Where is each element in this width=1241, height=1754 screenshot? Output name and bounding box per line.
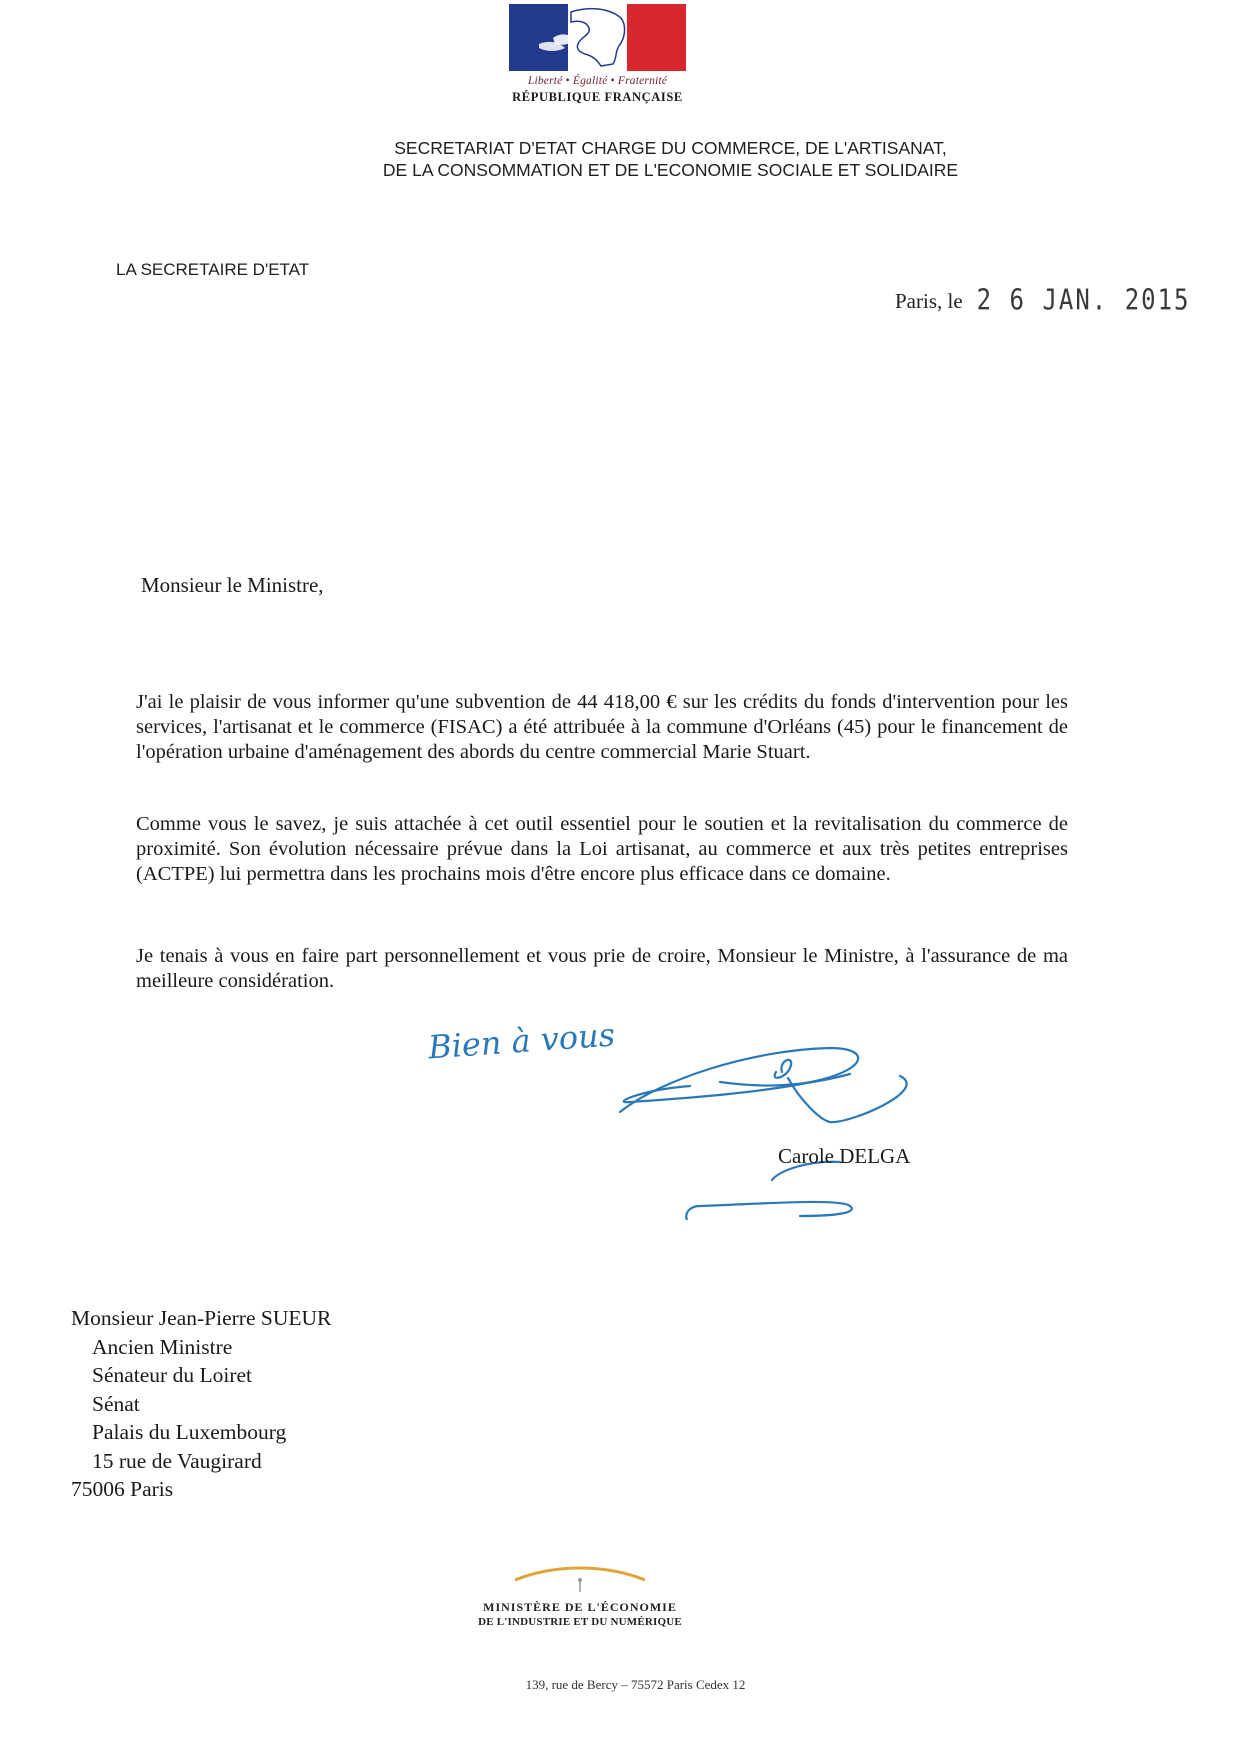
secretariat-line-2: DE LA CONSOMMATION ET DE L'ECONOMIE SOCIALE ET SOLIDAIRE	[382, 160, 959, 180]
body-paragraph-1: J'ai le plaisir de vous informer qu'une subvention de 44 418,00 € sur les crédits du fonds d'intervention pour les services, l'artisanat et le commerce (FISAC) a été attribuée à la commune d'Orléans (45) pour le financement de l'opération urbaine d'aménagement des abords du centre commercial Marie Stuart.	[136, 691, 1068, 763]
ministry-logo	[440, 1560, 720, 1628]
republic-motto: Liberté • Égalité • Fraternité	[527, 75, 668, 87]
footer-address	[0, 1677, 1241, 1693]
marianne-logo	[509, 4, 686, 105]
signatory-title: LA SECRETAIRE D'ETAT	[116, 260, 310, 279]
body-paragraph-2: Comme vous le savez, je suis attachée à cet outil essentiel pour le soutien et la revitalisation du commerce de proximité. Son évolution nécessaire prévue dans la Loi artisanat, au commerce et aux très petites entreprises (ACTPE) lui permettra dans les prochains mois d'être encore plus efficace dans ce domaine.	[136, 813, 1068, 885]
secretariat-line-1: SECRETARIAT D'ETAT CHARGE DU COMMERCE, DE L'ARTISANAT,	[394, 138, 947, 158]
dateline	[895, 283, 1191, 317]
salutation: Monsieur le Ministre,	[141, 573, 324, 597]
recipient-line: Monsieur Jean-Pierre SUEUR	[71, 1306, 332, 1330]
signer-name: Carole DELGA	[778, 1144, 911, 1168]
recipient-line: 15 rue de Vaugirard	[92, 1448, 262, 1473]
handwritten-note: Bien à vous	[426, 1015, 617, 1067]
ministry-arc-icon	[505, 1560, 655, 1596]
body-paragraph-3: Je tenais à vous en faire part personnellement et vous prie de croire, Monsieur le Ministre, à l'assurance de ma meilleure considération.	[136, 945, 1068, 992]
recipient-line: 75006 Paris	[71, 1477, 174, 1501]
republic-name: RÉPUBLIQUE FRANÇAISE	[512, 90, 683, 104]
recipient-line: Palais du Luxembourg	[92, 1420, 287, 1444]
dateline-place: Paris, le	[895, 289, 963, 313]
recipient-line: Ancien Ministre	[92, 1334, 233, 1359]
secretariat-heading	[0, 137, 1241, 181]
recipient-line: Sénateur du Loiret	[92, 1363, 253, 1387]
recipient-line: Sénat	[92, 1391, 140, 1416]
flag-red-band	[627, 4, 686, 71]
ministry-name-line-1: MINISTÈRE DE L'ÉCONOMIE	[483, 1600, 677, 1614]
footer-address-text: 139, rue de Bercy – 75572 Paris Cedex 12	[525, 1677, 746, 1692]
ministry-name-line-2: DE L'INDUSTRIE ET DU NUMÉRIQUE	[478, 1616, 682, 1628]
recipient-address	[71, 1304, 331, 1504]
signature-icon	[600, 1020, 960, 1220]
marianne-flag-icon	[509, 4, 686, 71]
date-stamp: 2 6 JAN. 2015	[976, 283, 1191, 317]
